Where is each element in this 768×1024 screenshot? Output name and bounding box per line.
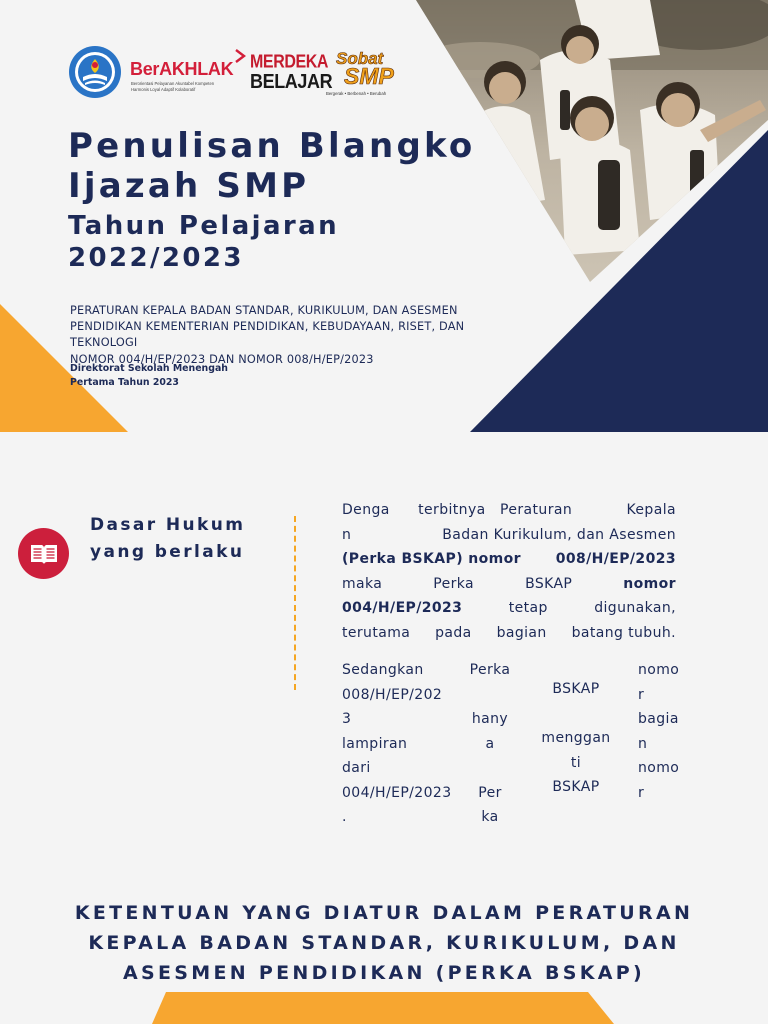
legal-basis-paragraph-2 (342, 658, 687, 838)
para2-column-3: BSKAP menggan ti BSKAP (541, 681, 611, 795)
provisions-slide (0, 868, 768, 1024)
orange-banner (0, 992, 768, 1024)
para2-column-1: Sedangkan 008/H/EP/202 3 lampiran dari 004/H/EP/2023 . (342, 662, 452, 825)
page-subtitle: Tahun Pelajaran 2022/2023 (68, 211, 339, 273)
cover-slide (0, 0, 768, 432)
chevron-right-icon (234, 49, 246, 63)
para2-column-2: Perka hany a Per ka (469, 662, 511, 825)
logo-bar (68, 44, 400, 100)
legal-basis-paragraph-1: Denga terbitnya Peraturan Kepala n Badan Kurikulum, dan Asesmen (Perka BSKAP) nomor 008/H/EP/2023 maka Perka BSKAP nomor 004/H/EP/2023 tetap digunakan, terutama pada bagian batang tubuh. (342, 502, 676, 641)
section-title: Dasar Hukum yang berlaku (90, 515, 246, 562)
book-badge (18, 528, 69, 579)
legal-basis-slide (0, 432, 768, 868)
dashed-divider (294, 516, 296, 690)
provisions-title: KETENTUAN YANG DIATUR DALAM PERATURAN KEPALA BADAN STANDAR, KURIKULUM, DAN ASESMEN PENDIDIKAN (PERKA BSKAP) (74, 902, 694, 984)
berakhlak-tagline: Berorientasi Pelayanan Akuntabel Kompeten Harmonis Loyal Adaptif Kolaboratif (131, 81, 215, 92)
para2-column-4: nomo r bagia n nomo r (638, 662, 680, 801)
tut-wuri-handayani-logo (68, 45, 122, 99)
berakhlak-logo (130, 47, 242, 97)
organization-name: Direktorat Sekolah Menengah Pertama Tahun 2023 (70, 363, 228, 388)
berakhlak-wordmark: BerAKHLAK (130, 59, 234, 79)
page-title: Penulisan Blangko Ijazah SMP (68, 126, 476, 206)
regulation-reference: PERATURAN KEPALA BADAN STANDAR, KURIKULUM, DAN ASESMEN PENDIDIKAN KEMENTERIAN PENDIDIKAN, KEBUDAYAAN, RISET, DAN TEKNOLOGI NOMOR 004/H/EP/2023 DAN NOMOR 008/H/EP/2023 (70, 304, 465, 366)
open-book-icon (29, 542, 59, 566)
sobat-smp-logo: Sobat SMP Bergerak • Berbenah • Berubah (326, 49, 394, 96)
merdeka-belajar-logo: MERDEKA BELAJAR (250, 52, 333, 93)
